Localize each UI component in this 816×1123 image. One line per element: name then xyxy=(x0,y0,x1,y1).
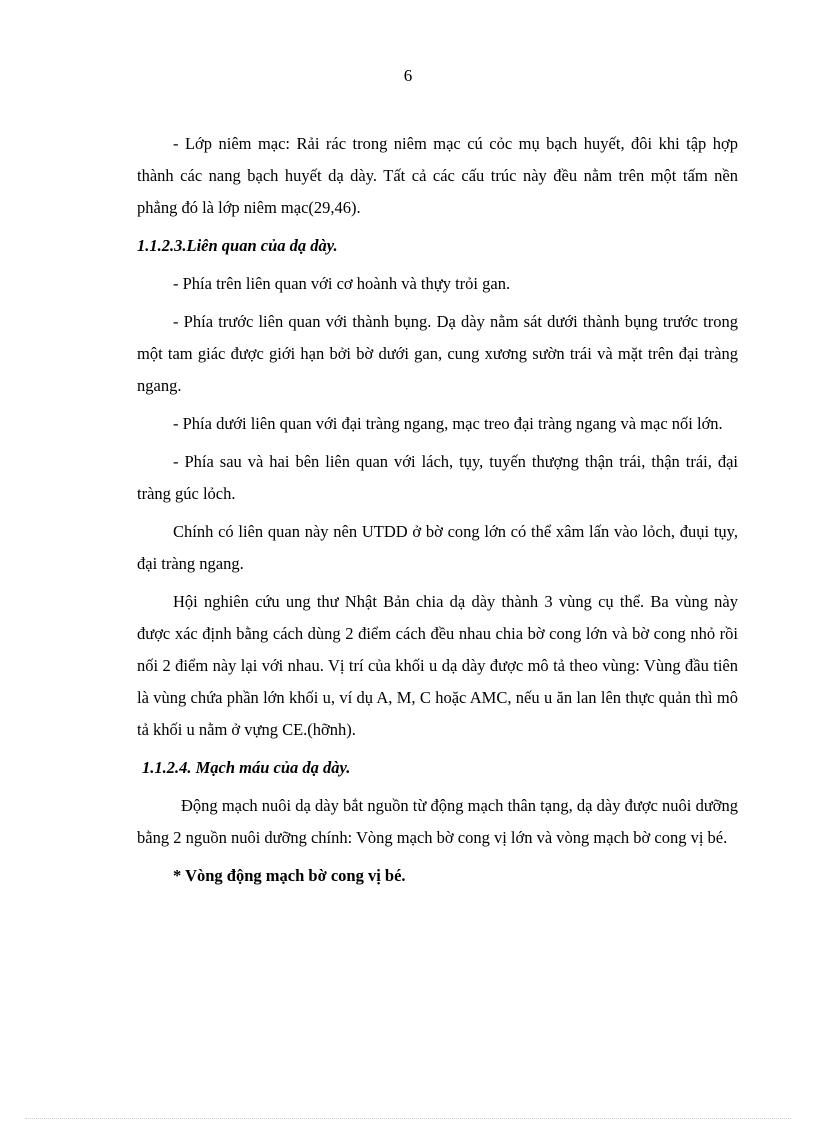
page-number: 6 xyxy=(403,66,413,85)
paragraph-invasion: Chính có liên quan này nên UTDD ở bờ cong lớn có thể xâm lấn vào lỏch, đuụi tụy, đại tràng ngang. xyxy=(137,522,738,573)
paragraph-japan-classification: Hội nghiên cứu ung thư Nhật Bản chia dạ dày thành 3 vùng cụ thể. Ba vùng này được xác định bằng cách dùng 2 điểm cách đều nhau chia bờ cong lớn và bờ cong nhỏ rồi nối 2 điểm này lại với nhau. Vị trí của khối u dạ dày được mô tả theo vùng: Vùng đầu tiên là vùng chứa phần lớn khối u, ví dụ A, M, C hoặc AMC, nếu u ăn lan lên thực quản thì mô tả khối u nằm ở vựng CE.(hỡnh). xyxy=(137,592,738,739)
subheading-lesser-curvature: * Vòng động mạch bờ cong vị bé. xyxy=(173,866,406,885)
section-heading-blood-vessels: 1.1.2.4. Mạch máu của dạ dày. xyxy=(142,758,351,777)
page-bottom-divider xyxy=(25,1118,791,1119)
section-heading-relations: 1.1.2.3.Liên quan của dạ dày. xyxy=(137,236,338,255)
document-body xyxy=(137,128,738,892)
paragraph-behind: - Phía sau và hai bên liên quan với lách, tụy, tuyến thượng thận trái, thận trái, đại tràng gúc lỏch. xyxy=(137,452,738,503)
paragraph-front: - Phía trước liên quan với thành bụng. Dạ dày nằm sát dưới thành bụng trước trong một tam giác được giới hạn bởi bờ dưới gan, cung xương sườn trái và mặt trên đại tràng ngang. xyxy=(137,312,738,395)
paragraph-mucosa: - Lớp niêm mạc: Rải rác trong niêm mạc cú cỏc mụ bạch huyết, đôi khi tập hợp thành các nang bạch huyết dạ dày. Tất cả các cấu trúc này đều nằm trên một tấm nền phẳng đó là lớp niêm mạc(29,46). xyxy=(137,134,738,217)
paragraph-above: - Phía trên liên quan với cơ hoành và thựy trỏi gan. xyxy=(173,274,511,293)
paragraph-arteries: Động mạch nuôi dạ dày bắt nguồn từ động mạch thân tạng, dạ dày được nuôi dưỡng bằng 2 nguồn nuôi dưỡng chính: Vòng mạch bờ cong vị lớn và vòng mạch bờ cong vị bé. xyxy=(137,796,738,847)
paragraph-below: - Phía dưới liên quan với đại tràng ngang, mạc treo đại tràng ngang và mạc nối lớn. xyxy=(173,414,723,433)
